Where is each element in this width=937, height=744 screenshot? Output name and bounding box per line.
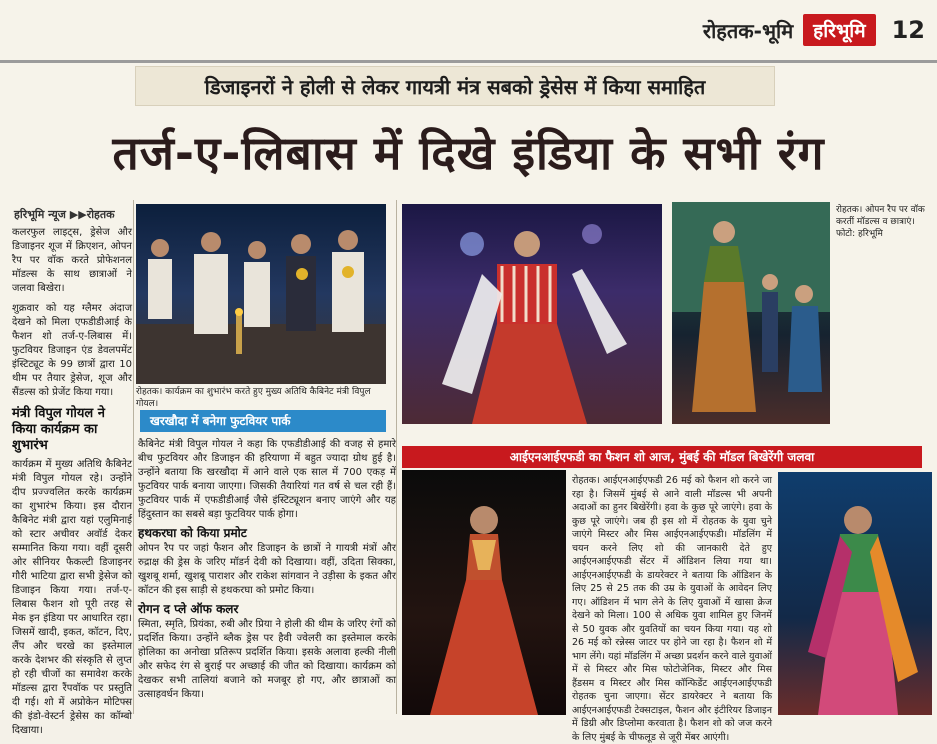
header-rule bbox=[0, 60, 937, 63]
page-number: 12 bbox=[891, 16, 925, 44]
article-paragraph: कलरफुल लाइट्स, ड्रेसेज और डिजाइनर शूज में क्रिएशन, ओपन रैप पर वॉक करते प्रोफेशनल मॉडल्स के साथ छात्राओं ने जलवा बिखेरा। bbox=[12, 227, 132, 294]
article-subhead: हथकरघा को किया प्रमोट bbox=[138, 526, 247, 540]
photo-model-saree bbox=[778, 472, 932, 715]
article-paragraph: रोहतक। आईएनआईएफडी 26 मई को फैशन शो करने जा रहा है। जिसमें मुंबई से आने वाली मॉडल्स भी अपनी अदाओं का हुनर बिखेरेंगी। हवा के कुछ पूरे जाएंगे। हवा के कुछ पूरे जाएंगे। जब ही इस शो में रोहतक के युवा चुने जाएंगे मिस्टर और मिस आईएनआईएफडी। मॉडलिंग में चयन करने लिए शो की जानकारी देते हुए आईएनआईएफडी सेंटर में ऑडिशन लिया गया था। आईएनआईएफडी के डायरेक्टर ने बताया कि ऑडिशन के लिए 25 से 25 तक की उम्र के युवाओं के आवेदन लिए गए। ऑडिशन में भाग लेने के लिए युवाओं में खासा क्रेज देखने को मिला। 100 से अधिक युवा शामिल हुए जिनमें से 50 युवक और युवतियों का चयन किया गया। यह शो 26 मई को रन्नेस्स जाटर पर होने जा रहा है। फैशन शो में भाग लेंगे। यहां मॉडलिंग में अच्छा प्रदर्शन करने वाले युवाओं में से मिस्टर और मिस फोटोजेनिक, मिस्टर और मिस हैंडसम व मिस्टर और मिस कॉन्फिडेंट आईएनआईएफडी रोहतक चुना जाएगा। सेंटर डायरेक्टर ने बताया कि आईएनआईएफडी टेक्सटाइल, फैशन और इंटीरियर डिजाइन में डिग्री और डिप्लोमा करवाता है। फैशन शो को जज करने के लिए मुंबई के चीफलूड से जूरी मेंबर आएंगी। bbox=[572, 475, 772, 743]
byline: हरिभूमि न्यूज ▶▶रोहतक bbox=[14, 208, 115, 221]
photo-models-ramp bbox=[672, 202, 830, 424]
article-paragraph: कार्यक्रम में मुख्य अतिथि कैबिनेट मंत्री विपुल गोयल रहे। उन्होंने दीप प्रज्ज्वलित करके कार्यक्रम का शुभारंभ किया। इस दौरान कैबिनेट मंत्री द्वारा यहां एलुमिनाई को स्टार अचीवर अवॉर्ड देकर सम्मानित किया गया। वहीं दूसरी ओर सीनियर फैकल्टी डिजाइनर गौरी भाटिया द्वारा सभी ड्रेसेज को डिजाइन किया गया। तर्ज-ए-लिबास फैशन शो पूरी तरह से मेक इन इंडिया पर आधारित रहा। जिसमें खादी, इकत, कॉटन, दिए, लैंप और चरखे का इस्तेमाल करके देशभर की संस्कृति से लुप्त हो रही चीजों का समावेश करके मॉडल्स द्वारा रैंपवॉक पर प्रस्तुति दी गई। शो में अप्रोकेन मोटिफ्स की इंडो-वेस्टर्न ड्रेसेस का कॉम्बो दिखाया। bbox=[12, 459, 132, 736]
column-divider bbox=[396, 200, 397, 714]
masthead bbox=[703, 10, 925, 50]
inauguration-illustration bbox=[136, 204, 386, 384]
photo-model-gown bbox=[402, 470, 566, 715]
saree-illustration bbox=[778, 472, 932, 715]
column-divider bbox=[133, 200, 134, 714]
photo-caption: रोहतक। ओपन रैप पर वॉक करतीं मॉडल्स व छात्राएं। फोटो: हरिभूमि bbox=[836, 205, 925, 239]
article-subhead: रोगन द प्ले ऑफ कलर bbox=[138, 602, 239, 616]
story-banner: आईएनआईएफडी का फैशन शो आज, मुंबई की मॉडल बिखेरेंगी जलवा bbox=[402, 446, 922, 468]
brand-logo: हरिभूमि bbox=[803, 14, 875, 46]
article-subhead: मंत्री विपुल गोयल ने किया कार्यक्रम का शुभारंभ bbox=[12, 406, 105, 453]
article-paragraph: कैबिनेट मंत्री विपुल गोयल ने कहा कि एफडीडीआई की वजह से हमारे बीच फुटवियर और डिजाइन की हरियाणा में बहुत ज्यादा ग्रोथ हुई है। उन्होंने बताया कि खरखौदा में आने वाले एक साल में 700 एकड़ में फुटवियर पार्क बनाया जाएगा। जिसकी तैयारियां गत वर्ष से चल रही हैं। फुटवियर पार्क में एफडीडीआई जैसे इंस्टिट्यूशन बनाए जाएंगे और यह हिंदुस्तान का सबसे बड़ा फुटवियर पार्क होगा। bbox=[138, 439, 396, 520]
section-banner: खरखौदा में बनेगा फुटवियर पार्क bbox=[140, 410, 386, 432]
gown-illustration bbox=[402, 470, 566, 715]
photo-caption: रोहतक। कार्यक्रम का शुभारंभ करते हुए मुख्य अतिथि कैबिनेट मंत्री विपुल गोयल। bbox=[136, 387, 371, 409]
article-column-left bbox=[12, 226, 132, 744]
section-name: रोहतक-भूमि bbox=[702, 18, 794, 43]
photo-model-runway bbox=[402, 204, 662, 424]
kicker: डिजाइनरों ने होली से लेकर गायत्री मंत्र सबको ड्रेसेस में किया समाहित bbox=[135, 66, 775, 106]
article-paragraph: ओपन रैप पर जहां फैशन और डिजाइन के छात्रों ने गायत्री मंत्रों और रुद्राक्ष की ड्रेस के जरिए मॉडर्न देवी को दिखाया। वहीं, उदिता सिक्का, खुशबू शर्मा, खुशबू पाराशर और राकेश सांगवान ने उड़ीसा के इकत और कॉटन की इस साड़ी से हथकरघा को प्रमोट किया। bbox=[138, 543, 396, 596]
photo-inauguration bbox=[136, 204, 386, 384]
ramp-illustration bbox=[672, 202, 830, 424]
headline: तर्ज-ए-लिबास में दिखे इंडिया के सभी रंग bbox=[112, 126, 825, 180]
article-paragraph: शुक्रवार को यह ग्लैमर अंदाज देखने को मिला एफडीडीआई के फैशन शो तर्ज-ए-लिबास में। फुटवियर डिजाइन एंड डेवलपमेंट इंस्टिट्यूट के 99 छात्रों द्वारा 10 थीम पर तैयार ड्रेसेज, शूज और सैंडल्स को प्रेजेंट किया गया। bbox=[12, 303, 132, 398]
runway-illustration bbox=[402, 204, 662, 424]
article-paragraph: स्मिता, स्मृति, प्रियंका, रुबी और प्रिया ने होली की थीम के जरिए रंगों को प्रदर्शित किया। उन्होंने ब्लैक ड्रेस पर हैवी ज्वेलरी का इस्तेमाल करके होलिका का अनोखा प्रतिरूप प्रदर्शित किया। इसके अलावा हल्की नीली और सफेद रंग से बुराई पर अच्छाई की जीत को दिखाया। कार्यक्रम को देखकर सभी तालियां बजाने को मजबूर हो गए, और छात्राओं का उत्साहवर्धन किया। bbox=[138, 619, 396, 700]
